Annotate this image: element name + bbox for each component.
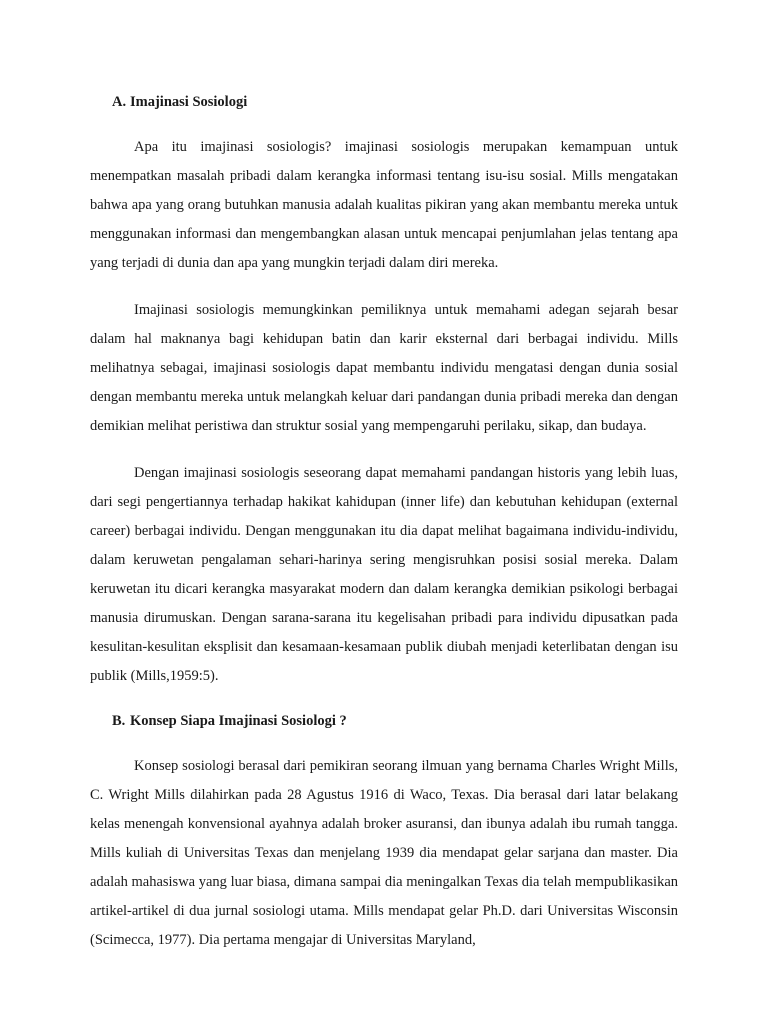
section-a-paragraph-1: Apa itu imajinasi sosiologis? imajinasi sosiologis merupakan kemampuan untuk menempatkan masalah pribadi dalam kerangka informasi tentang isu-isu sosial. Mills mengatakan bahwa apa yang orang butuhkan manusia adalah kualitas pikiran yang akan membantu mereka untuk menggunakan informasi dan mengembangkan alasan untuk mencapai penjumlahan jelas tentang apa yang terjadi di dunia dan apa yang mungkin terjadi dalam diri mereka. (90, 139, 678, 271)
section-a-paragraph-2: Imajinasi sosiologis memungkinkan pemiliknya untuk memahami adegan sejarah besar dalam hal maknanya bagi kehidupan batin dan karir eksternal dari berbagai individu. Mills melihatnya sebagai, imajinasi sosiologis dapat membantu individu mengatasi dengan dunia sosial dengan membantu mereka untuk melangkah keluar dari pandangan dunia pribadi mereka dan dengan demikian melihat peristiwa dan struktur sosial yang mempengaruhi perilaku, sikap, dan budaya. (90, 302, 678, 434)
section-a-paragraph-3: Dengan imajinasi sosiologis seseorang dapat memahami pandangan historis yang lebih luas, dari segi pengertiannya terhadap hakikat kahidupan (inner life) dan kebutuhan kehidupan (external career) berbagai individu. Dengan menggunakan itu dia dapat melihat bagaimana individu-individu, dalam keruwetan pengalaman sehari-harinya sering mengisruhkan posisi sosial mereka. Dalam keruwetan itu dicari kerangka masyarakat modern dan dalam kerangka demikian psikologi berbagai manusia dirumuskan. Dengan sarana-sarana itu kegelisahan pribadi para individu dipusatkan pada kesulitan-kesulitan eksplisit dan kesamaan-kesamaan publik diubah menjadi keterlibatan dengan isu publik (Mills,1959:5). (90, 465, 678, 684)
section-a-letter: A. (112, 94, 127, 110)
section-b-title: Konsep Siapa Imajinasi Sosiologi ? (130, 713, 347, 729)
section-a-title: Imajinasi Sosiologi (130, 94, 248, 110)
section-b-letter: B. (112, 713, 126, 729)
section-b-paragraph-1: Konsep sosiologi berasal dari pemikiran seorang ilmuan yang bernama Charles Wright Mills, C. Wright Mills dilahirkan pada 28 Agustus 1916 di Waco, Texas. Dia berasal dari latar belakang kelas menengah konvensional ayahnya adalah broker asuransi, dan ibunya adalah ibu rumah tangga. Mills kuliah di Universitas Texas dan menjelang 1939 dia mendapat gelar sarjana dan master. Dia adalah mahasiswa yang luar biasa, dimana sampai dia meningalkan Texas dia telah mempublikasikan artikel-artikel di dua jurnal sosiologi utama. Mills mendapat gelar Ph.D. dari Universitas Wisconsin (Scimecca, 1977). Dia pertama mengajar di Universitas Maryland, (90, 758, 678, 948)
document-page (90, 90, 678, 955)
section-b-heading (90, 709, 678, 734)
section-a-heading (90, 90, 678, 115)
